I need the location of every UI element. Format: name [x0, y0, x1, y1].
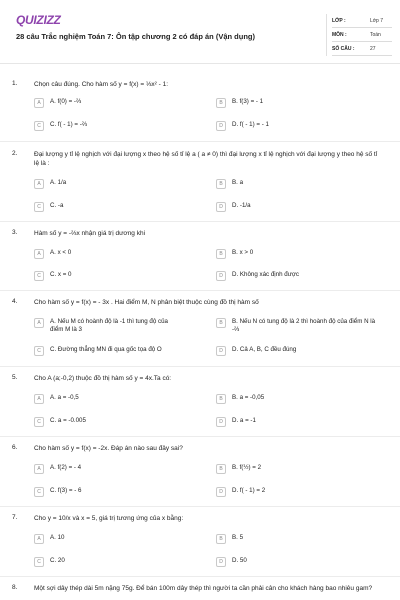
option-letter: B [216, 318, 226, 328]
header [0, 0, 400, 64]
question-text: Cho hàm số y = f(x) = - 3x . Hai điểm M, N phân biệt thuộc cùng đồ thị hàm số [34, 299, 259, 306]
question-number: 5. [12, 374, 18, 381]
option-text: B. a = -0,05 [232, 394, 265, 401]
option-text: C. x = 0 [50, 271, 72, 278]
option-d[interactable] [216, 417, 386, 430]
option-text: D. 50 [232, 557, 247, 564]
option-text: D. f( - 1) = 2 [232, 487, 266, 494]
option-b[interactable] [216, 98, 386, 111]
option-text: C. -a [50, 202, 64, 209]
option-a[interactable] [34, 394, 194, 407]
option-a[interactable] [34, 464, 194, 477]
option-letter: D [216, 417, 226, 427]
page-title: 28 câu Trắc nghiệm Toán 7: Ôn tập chương 2 có đáp án (Vận dụng) [16, 32, 255, 41]
question-number: 6. [12, 444, 18, 451]
option-c[interactable] [34, 346, 194, 359]
option-text: A. f(2) = - 4 [50, 464, 82, 471]
meta-label: LỚP : [332, 17, 346, 24]
option-text: C. f(3) = - 6 [50, 487, 82, 494]
option-text: B. a [232, 179, 244, 186]
option-text: C. 20 [50, 557, 65, 564]
option-text: C. Đường thẳng MN đi qua gốc tọa độ O [50, 346, 162, 353]
question-text: Đại lượng y tỉ lệ nghịch với đại lượng x theo hệ số tỉ lệ a ( a ≠ 0) thì đại lượng x tỉ lệ nghịch với đại lượng y theo hệ số tỉ lệ là : [34, 151, 378, 167]
option-text: A. x < 0 [50, 249, 72, 256]
option-c[interactable] [34, 202, 194, 215]
option-text: D. Không xác định được [232, 271, 300, 278]
meta-label: MÔN : [332, 31, 347, 38]
option-a[interactable] [34, 98, 194, 111]
option-letter: A [34, 318, 44, 328]
meta-value: 27 [370, 45, 376, 52]
meta-label: SỐ CÂU : [332, 45, 355, 52]
option-text: D. a = -1 [232, 417, 256, 424]
option-letter: A [34, 249, 44, 259]
divider [0, 576, 400, 577]
option-letter: D [216, 557, 226, 567]
question-text: Cho hàm số y = f(x) = -2x. Đáp án nào sau đây sai? [34, 445, 183, 452]
option-d[interactable] [216, 346, 386, 359]
option-letter: D [216, 487, 226, 497]
option-letter: A [34, 534, 44, 544]
question-text: Chọn câu đúng. Cho hàm số y = f(x) = ⅓x² - 1: [34, 81, 169, 88]
option-letter: D [216, 346, 226, 356]
divider [0, 141, 400, 142]
option-c[interactable] [34, 417, 194, 430]
question-number: 7. [12, 514, 18, 521]
option-c[interactable] [34, 557, 194, 570]
option-text: A. Nếu M có hoành độ là -1 thì tung độ của điểm M là 3 [50, 318, 168, 333]
option-d[interactable] [216, 121, 386, 134]
option-text: B. Nếu N có tung độ là 2 thì hoành độ của điểm N là -⅔ [232, 318, 376, 333]
option-b[interactable] [216, 249, 386, 262]
option-text: A. 1/a [50, 179, 67, 186]
question-text: Cho A (a;-0,2) thuộc đồ thị hàm số y = 4x.Ta có: [34, 375, 172, 382]
option-d[interactable] [216, 557, 386, 570]
meta-value: Lớp 7 [370, 17, 384, 24]
question-number: 4. [12, 298, 18, 305]
option-text: B. f(3) = - 1 [232, 98, 264, 105]
option-text: B. x > 0 [232, 249, 254, 256]
quizizz-logo: QUIZIZZ [16, 13, 61, 27]
option-a[interactable] [34, 249, 194, 262]
option-letter: B [216, 179, 226, 189]
option-a[interactable] [34, 318, 194, 336]
meta-value: Toán [370, 31, 381, 38]
option-text: D. Cả A, B, C đều đúng [232, 346, 297, 353]
option-letter: C [34, 346, 44, 356]
question-number: 2. [12, 150, 18, 157]
divider [0, 506, 400, 507]
option-letter: A [34, 98, 44, 108]
question-number: 3. [12, 229, 18, 236]
option-d[interactable] [216, 271, 386, 284]
question-number: 8. [12, 584, 18, 591]
option-letter: B [216, 249, 226, 259]
option-text: B. f(½) = 2 [232, 464, 262, 471]
question-text: Cho y = 10/x và x = 5, giá trị tương ứng của x bằng: [34, 515, 184, 522]
option-text: D. f( - 1) = - 1 [232, 121, 269, 128]
option-letter: A [34, 179, 44, 189]
option-letter: B [216, 534, 226, 544]
question-text: Một sợi dây thép dài 5m nặng 75g. Để bán 100m dây thép thì người ta cần phải cân cho khách hàng bao nhiêu gam? [34, 585, 373, 592]
option-b[interactable] [216, 464, 386, 477]
option-c[interactable] [34, 487, 194, 500]
meta-row-count [332, 42, 392, 56]
divider [0, 436, 400, 437]
option-letter: B [216, 464, 226, 474]
option-letter: C [34, 487, 44, 497]
option-a[interactable] [34, 534, 194, 547]
option-text: A. 10 [50, 534, 65, 541]
option-letter: C [34, 271, 44, 281]
option-c[interactable] [34, 121, 194, 134]
option-c[interactable] [34, 271, 194, 284]
option-b[interactable] [216, 534, 386, 547]
option-letter: D [216, 121, 226, 131]
option-d[interactable] [216, 202, 386, 215]
option-letter: C [34, 417, 44, 427]
option-letter: B [216, 98, 226, 108]
option-text: A. f(0) = -⅔ [50, 98, 82, 105]
option-text: B. 5 [232, 534, 244, 541]
meta-row-subject [332, 28, 392, 42]
question-number: 1. [12, 80, 18, 87]
meta-row-class [332, 14, 392, 28]
option-text: D. -1/a [232, 202, 251, 209]
option-letter: C [34, 557, 44, 567]
option-letter: C [34, 121, 44, 131]
question-text: Hàm số y = -⅔x nhận giá trị dương khi [34, 230, 146, 237]
divider [0, 290, 400, 291]
option-letter: A [34, 394, 44, 404]
option-text: C. a = -0.005 [50, 417, 86, 424]
option-letter: A [34, 464, 44, 474]
divider [0, 221, 400, 222]
option-letter: B [216, 394, 226, 404]
option-b[interactable] [216, 179, 386, 192]
option-letter: D [216, 202, 226, 212]
option-letter: D [216, 271, 226, 281]
divider [0, 366, 400, 367]
option-letter: C [34, 202, 44, 212]
option-d[interactable] [216, 487, 386, 500]
option-b[interactable] [216, 394, 386, 407]
option-b[interactable] [216, 318, 386, 336]
option-a[interactable] [34, 179, 194, 192]
option-text: A. a = -0,5 [50, 394, 79, 401]
header-divider [326, 14, 327, 56]
option-text: C. f( - 1) = -⅔ [50, 121, 87, 128]
